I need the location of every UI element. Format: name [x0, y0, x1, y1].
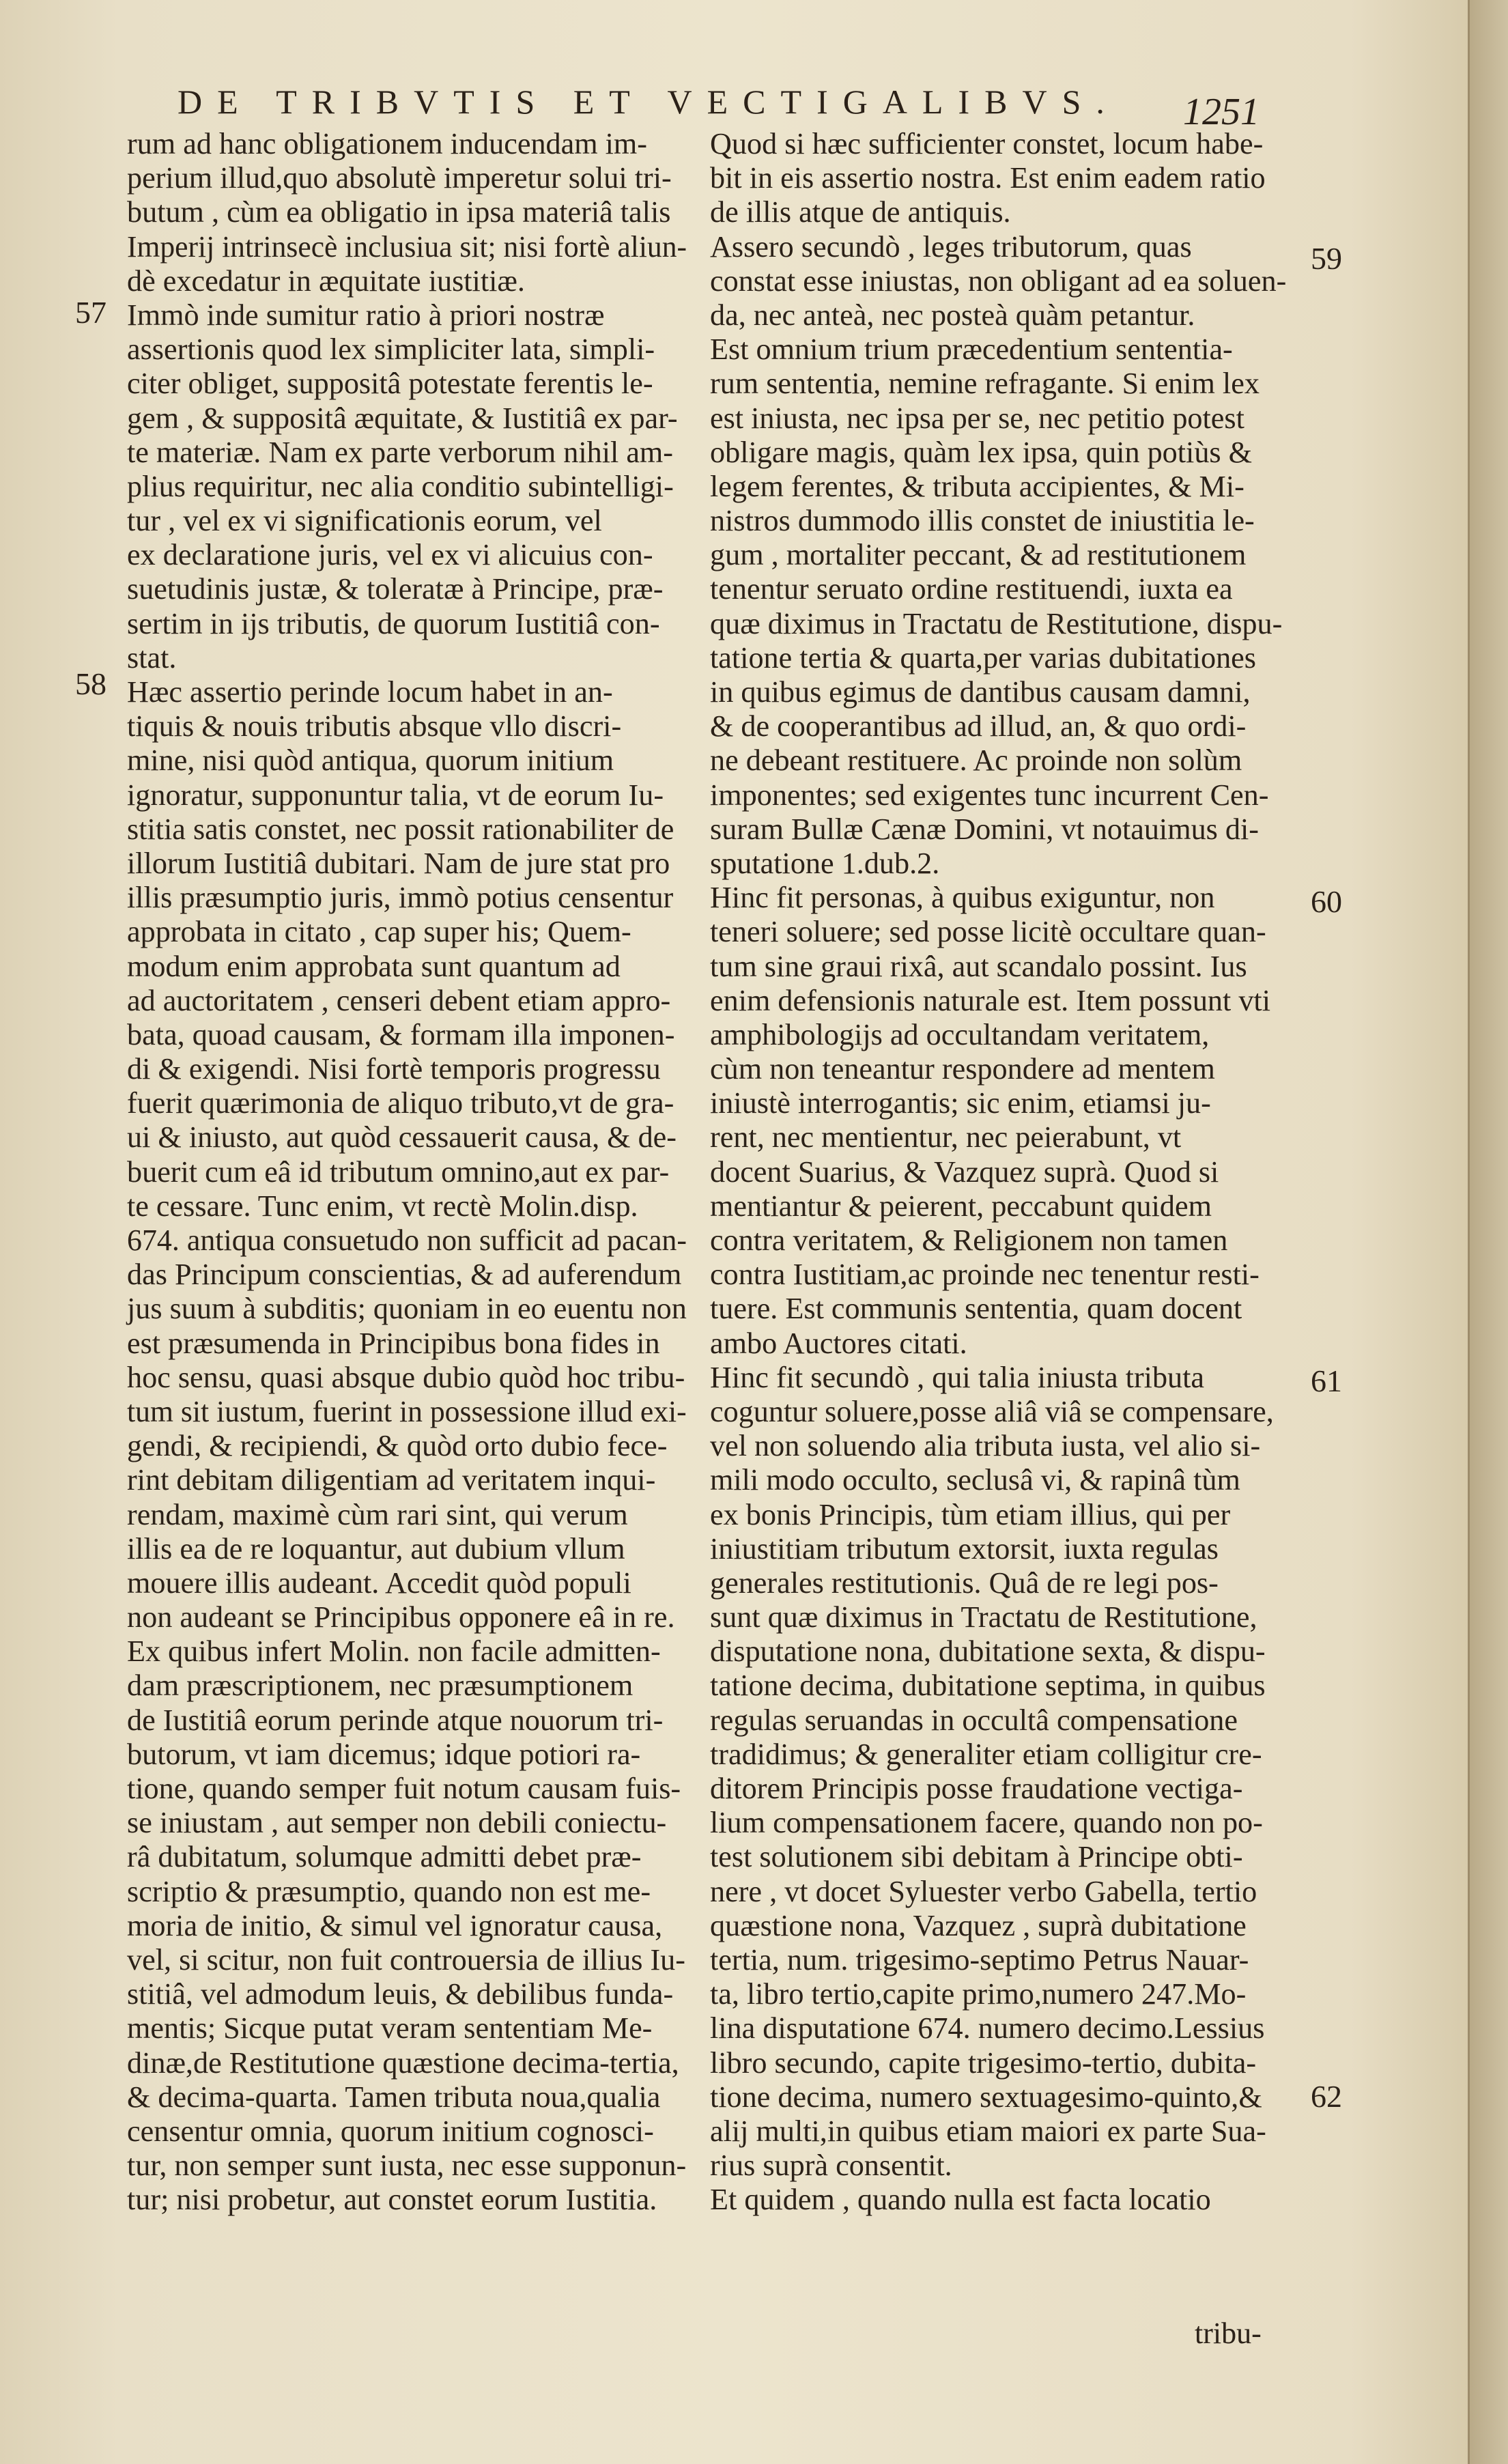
text-line: Hæc assertio perinde locum habet in an- — [127, 675, 613, 709]
text-line: mili modo occulto, seclusâ vi, & rapinâ tùm — [710, 1463, 1240, 1497]
text-line: ne debeant restituere. Ac proinde non solùm — [710, 744, 1242, 778]
text-line: imponentes; sed exigentes tunc incurrent Cen- — [710, 778, 1269, 812]
text-line: râ dubitatum, solumque admitti debet præ- — [127, 1840, 642, 1874]
text-line: ex bonis Principis, tùm etiam illius, qui per — [710, 1497, 1231, 1531]
text-line: mentis; Sicque putat veram sententiam Me- — [127, 2011, 653, 2045]
text-line: Quod si hæc sufficienter constet, locum habe- — [710, 127, 1264, 160]
text-line: tradidimus; & generaliter etiam colligitur cre- — [710, 1737, 1262, 1771]
text-line: tertia, num. trigesimo-septimo Petrus Nauar- — [710, 1942, 1249, 1977]
text-line: Et quidem , quando nulla est facta locatio — [710, 2183, 1211, 2217]
text-line: ui & iniusto, aut quòd cessauerit causa, & de- — [127, 1120, 677, 1155]
text-line: rum ad hanc obligationem inducendam im- — [127, 127, 648, 160]
text-line: rendam, maximè cùm rari sint, qui verum — [127, 1497, 628, 1531]
text-line: bit in eis assertio nostra. Est enim eadem ratio — [710, 161, 1266, 195]
left-column — [127, 127, 687, 2217]
text-line: butum , cùm ea obligatio in ipsa materiâ talis — [127, 195, 671, 229]
margin-number-59: 59 — [1311, 241, 1342, 276]
text-line: modum enim approbata sunt quantum ad — [127, 949, 621, 983]
text-line: nere , vt docet Syluester verbo Gabella, tertio — [710, 1874, 1257, 1908]
text-line: hoc sensu, quasi absque dubio quòd hoc tribu- — [127, 1360, 685, 1394]
text-line: tum sine graui rixâ, aut scandalo possint. Ius — [710, 949, 1247, 983]
text-line: contra Iustitiam,ac proinde nec tenentur resti- — [710, 1258, 1260, 1292]
page-edge — [1468, 0, 1508, 2464]
text-line: sertim in ijs tributis, de quorum Iustitiâ con- — [127, 606, 660, 640]
text-line: Immò inde sumitur ratio à priori nostræ — [127, 298, 605, 332]
text-line: mentiantur & peierent, peccabunt quidem — [710, 1189, 1212, 1223]
text-line: se iniustam , aut semper non debili coniectu- — [127, 1806, 667, 1840]
margin-number-57: 57 — [75, 295, 106, 330]
text-line: 674. antiqua consuetudo non sufficit ad pacan- — [127, 1223, 687, 1257]
text-line: sunt quæ diximus in Tractatu de Restitutione, — [710, 1600, 1257, 1634]
text-line: teneri soluere; sed posse licitè occultare quan- — [710, 915, 1266, 949]
text-line: te cessare. Tunc enim, vt rectè Molin.disp. — [127, 1189, 638, 1223]
text-line: rum sententia, nemine refragante. Si enim lex — [710, 367, 1260, 401]
margin-number-62: 62 — [1311, 2079, 1342, 2114]
text-line: Assero secundò , leges tributorum, quas — [710, 229, 1192, 264]
text-line: ta, libro tertio,capite primo,numero 247.Mo- — [710, 1977, 1247, 2011]
text-line: ditorem Principis posse fraudatione vectiga- — [710, 1772, 1243, 1805]
text-line: nistros dummodo illis constet de iniustitia le- — [710, 504, 1255, 538]
text-line: tenentur seruato ordine restituendi, iuxta ea — [710, 572, 1233, 606]
text-line: mouere illis audeant. Accedit quòd populi — [127, 1566, 631, 1600]
text-line: illorum Iustitiâ dubitari. Nam de jure stat pro — [127, 846, 670, 880]
text-line: illis ea de re loquantur, aut dubium vllum — [127, 1531, 625, 1566]
text-line: ex declaratione juris, vel ex vi alicuius con- — [127, 538, 653, 572]
page-number: 1251 — [1183, 91, 1260, 133]
text-line: coguntur soluere,posse aliâ viâ se compensare, — [710, 1394, 1274, 1428]
text-line: jus suum à subditis; quoniam in eo euentu non — [127, 1292, 687, 1326]
text-line: vel, si scitur, non fuit controuersia de illius Iu- — [127, 1942, 685, 1977]
text-line: rint debitam diligentiam ad veritatem inqui- — [127, 1463, 656, 1497]
text-line: assertionis quod lex simpliciter lata, simpli- — [127, 332, 655, 367]
text-line: gem , & suppositâ æquitate, & Iustitiâ ex par- — [127, 401, 678, 435]
text-line: de Iustitiâ eorum perinde atque nouorum tri- — [127, 1703, 664, 1737]
text-line: alij multi,in quibus etiam maiori ex parte Sua- — [710, 2114, 1266, 2148]
text-line: ambo Auctores citati. — [710, 1326, 967, 1360]
text-line: stat. — [127, 640, 177, 675]
text-line: quæ diximus in Tractatu de Restitutione, dispu- — [710, 606, 1283, 640]
text-line: scriptio & præsumptio, quando non est me- — [127, 1874, 651, 1908]
text-line: & de cooperantibus ad illud, an, & quo ordi- — [710, 709, 1247, 744]
text-line: generales restitutionis. Quâ de re legi pos- — [710, 1566, 1219, 1600]
text-line: regulas seruandas in occultâ compensatione — [710, 1703, 1238, 1737]
text-line: moria de initio, & simul vel ignoratur causa, — [127, 1908, 663, 1942]
text-line: constat esse iniustas, non obligant ad ea soluen- — [710, 264, 1287, 298]
text-line: Hinc fit secundò , qui talia iniusta tributa — [710, 1360, 1205, 1394]
margin-number-61: 61 — [1311, 1363, 1342, 1398]
text-line: gendi, & recipiendi, & quòd orto dubio fece- — [127, 1429, 668, 1463]
text-line: dè excedatur in æquitate iustitiæ. — [127, 264, 525, 298]
right-column — [710, 127, 1290, 2217]
text-line: Est omnium trium præcedentium sententia- — [710, 332, 1233, 367]
text-line: iniustitiam tributum extorsit, iuxta regulas — [710, 1531, 1219, 1566]
text-line: dinæ,de Restitutione quæstione decima-tertia, — [127, 2045, 679, 2080]
text-line: sputatione 1.dub.2. — [710, 846, 940, 880]
text-line: da, nec anteà, nec posteà quàm petantur. — [710, 298, 1195, 332]
text-line: rent, nec mentientur, nec peierabunt, vt — [710, 1120, 1182, 1155]
text-line: gum , mortaliter peccant, & ad restitutionem — [710, 538, 1247, 572]
margin-number-58: 58 — [75, 666, 106, 701]
text-line: iniustè interrogantis; sic enim, etiamsi ju- — [710, 1086, 1211, 1120]
text-line: stitia satis constet, nec possit rationabiliter de — [127, 812, 674, 846]
text-line: ignoratur, supponuntur talia, vt de eorum Iu- — [127, 778, 664, 812]
text-line: plius requiritur, nec alia conditio subintelligi- — [127, 469, 674, 503]
text-line: lium compensationem facere, quando non po- — [710, 1806, 1263, 1840]
text-line: Ex quibus infert Molin. non facile admitten- — [127, 1634, 661, 1669]
text-line: tione decima, numero sextuagesimo-quinto,& — [710, 2080, 1262, 2114]
text-line: tione, quando semper fuit notum causam fuis- — [127, 1772, 681, 1805]
text-line: non audeant se Principibus opponere eâ in re. — [127, 1600, 675, 1634]
text-line: disputatione nona, dubitatione sexta, & dispu- — [710, 1634, 1266, 1669]
text-line: ad auctoritatem , censeri debent etiam appro- — [127, 983, 671, 1017]
text-line: Hinc fit personas, à quibus exiguntur, non — [710, 881, 1215, 915]
text-line: dam præscriptionem, nec præsumptionem — [127, 1669, 634, 1703]
text-line: mine, nisi quòd antiqua, quorum initium — [127, 744, 614, 778]
text-line: censentur omnia, quorum initium cognosci- — [127, 2114, 654, 2148]
text-line: perium illud,quo absolutè imperetur solui tri- — [127, 161, 672, 195]
text-line: legem ferentes, & tributa accipientes, & Mi- — [710, 469, 1244, 503]
text-line: libro secundo, capite trigesimo-tertio, dubita- — [710, 2045, 1257, 2080]
text-line: fuerit quærimonia de aliquo tributo,vt de gra- — [127, 1086, 674, 1120]
text-line: butorum, vt iam dicemus; idque potiori ra- — [127, 1737, 641, 1771]
text-line: tur, non semper sunt iusta, nec esse supponun- — [127, 2149, 687, 2183]
text-line: das Principum conscientias, & ad auferendum — [127, 1258, 682, 1292]
text-line: illis præsumptio juris, immò potius censentur — [127, 881, 674, 915]
text-line: stitiâ, vel admodum leuis, & debilibus funda- — [127, 1977, 674, 2011]
text-line: contra veritatem, & Religionem non tamen — [710, 1223, 1228, 1257]
text-line: test solutionem sibi debitam à Principe obti- — [710, 1840, 1243, 1874]
text-line: citer obliget, suppositâ potestate ferentis le- — [127, 367, 653, 401]
text-line: suetudinis justæ, & toleratæ à Principe, præ- — [127, 572, 664, 606]
text-line: obligare magis, quàm lex ipsa, quin potiùs & — [710, 435, 1253, 469]
text-line: Imperij intrinsecè inclusiua sit; nisi fortè aliun- — [127, 229, 687, 264]
text-line: te materiæ. Nam ex parte verborum nihil am- — [127, 435, 674, 469]
text-line: bata, quoad causam, & formam illa imponen- — [127, 1017, 675, 1051]
text-line: vel non soluendo alia tributa iusta, vel alio si- — [710, 1429, 1261, 1463]
text-line: di & exigendi. Nisi fortè temporis progressu — [127, 1052, 661, 1086]
text-line: tuere. Est communis sententia, quam docent — [710, 1292, 1242, 1326]
text-line: est iniusta, nec ipsa per se, nec petitio potest — [710, 401, 1244, 435]
text-line: quæstione nona, Vazquez , suprà dubitatione — [710, 1908, 1247, 1942]
text-line: tiquis & nouis tributis absque vllo discri- — [127, 709, 622, 744]
text-line: rius suprà consentit. — [710, 2149, 952, 2183]
text-line: buerit cum eâ id tributum omnino,aut ex par- — [127, 1155, 670, 1189]
catchword: tribu- — [1195, 2317, 1262, 2350]
text-line: suram Bullæ Cænæ Domini, vt notauimus di- — [710, 812, 1260, 846]
text-line: enim defensionis naturale est. Item possunt vti — [710, 983, 1270, 1017]
text-line: de illis atque de antiquis. — [710, 195, 1011, 229]
text-line: tatione decima, dubitatione septima, in quibus — [710, 1669, 1266, 1703]
text-line: tatione tertia & quarta,per varias dubitationes — [710, 640, 1256, 675]
text-line: & decima-quarta. Tamen tributa noua,qualia — [127, 2080, 661, 2114]
text-line: lina disputatione 674. numero decimo.Lessius — [710, 2011, 1265, 2045]
text-line: in quibus egimus de dantibus causam damni, — [710, 675, 1251, 709]
running-head: DE TRIBVTIS ET VECTIGALIBVS. — [177, 83, 1120, 121]
text-line: tur; nisi probetur, aut constet eorum Iustitia. — [127, 2183, 657, 2217]
text-line: approbata in citato , cap super his; Quem- — [127, 915, 631, 949]
text-line: cùm non teneantur respondere ad mentem — [710, 1052, 1215, 1086]
text-line: amphibologijs ad occultandam veritatem, — [710, 1017, 1210, 1051]
text-line: tur , vel ex vi significationis eorum, vel — [127, 504, 602, 538]
margin-number-60: 60 — [1311, 884, 1342, 919]
text-line: docent Suarius, & Vazquez suprà. Quod si — [710, 1155, 1219, 1189]
text-line: est præsumenda in Principibus bona fides in — [127, 1326, 660, 1360]
text-line: tum sit iustum, fuerint in possessione illud exi- — [127, 1394, 687, 1428]
